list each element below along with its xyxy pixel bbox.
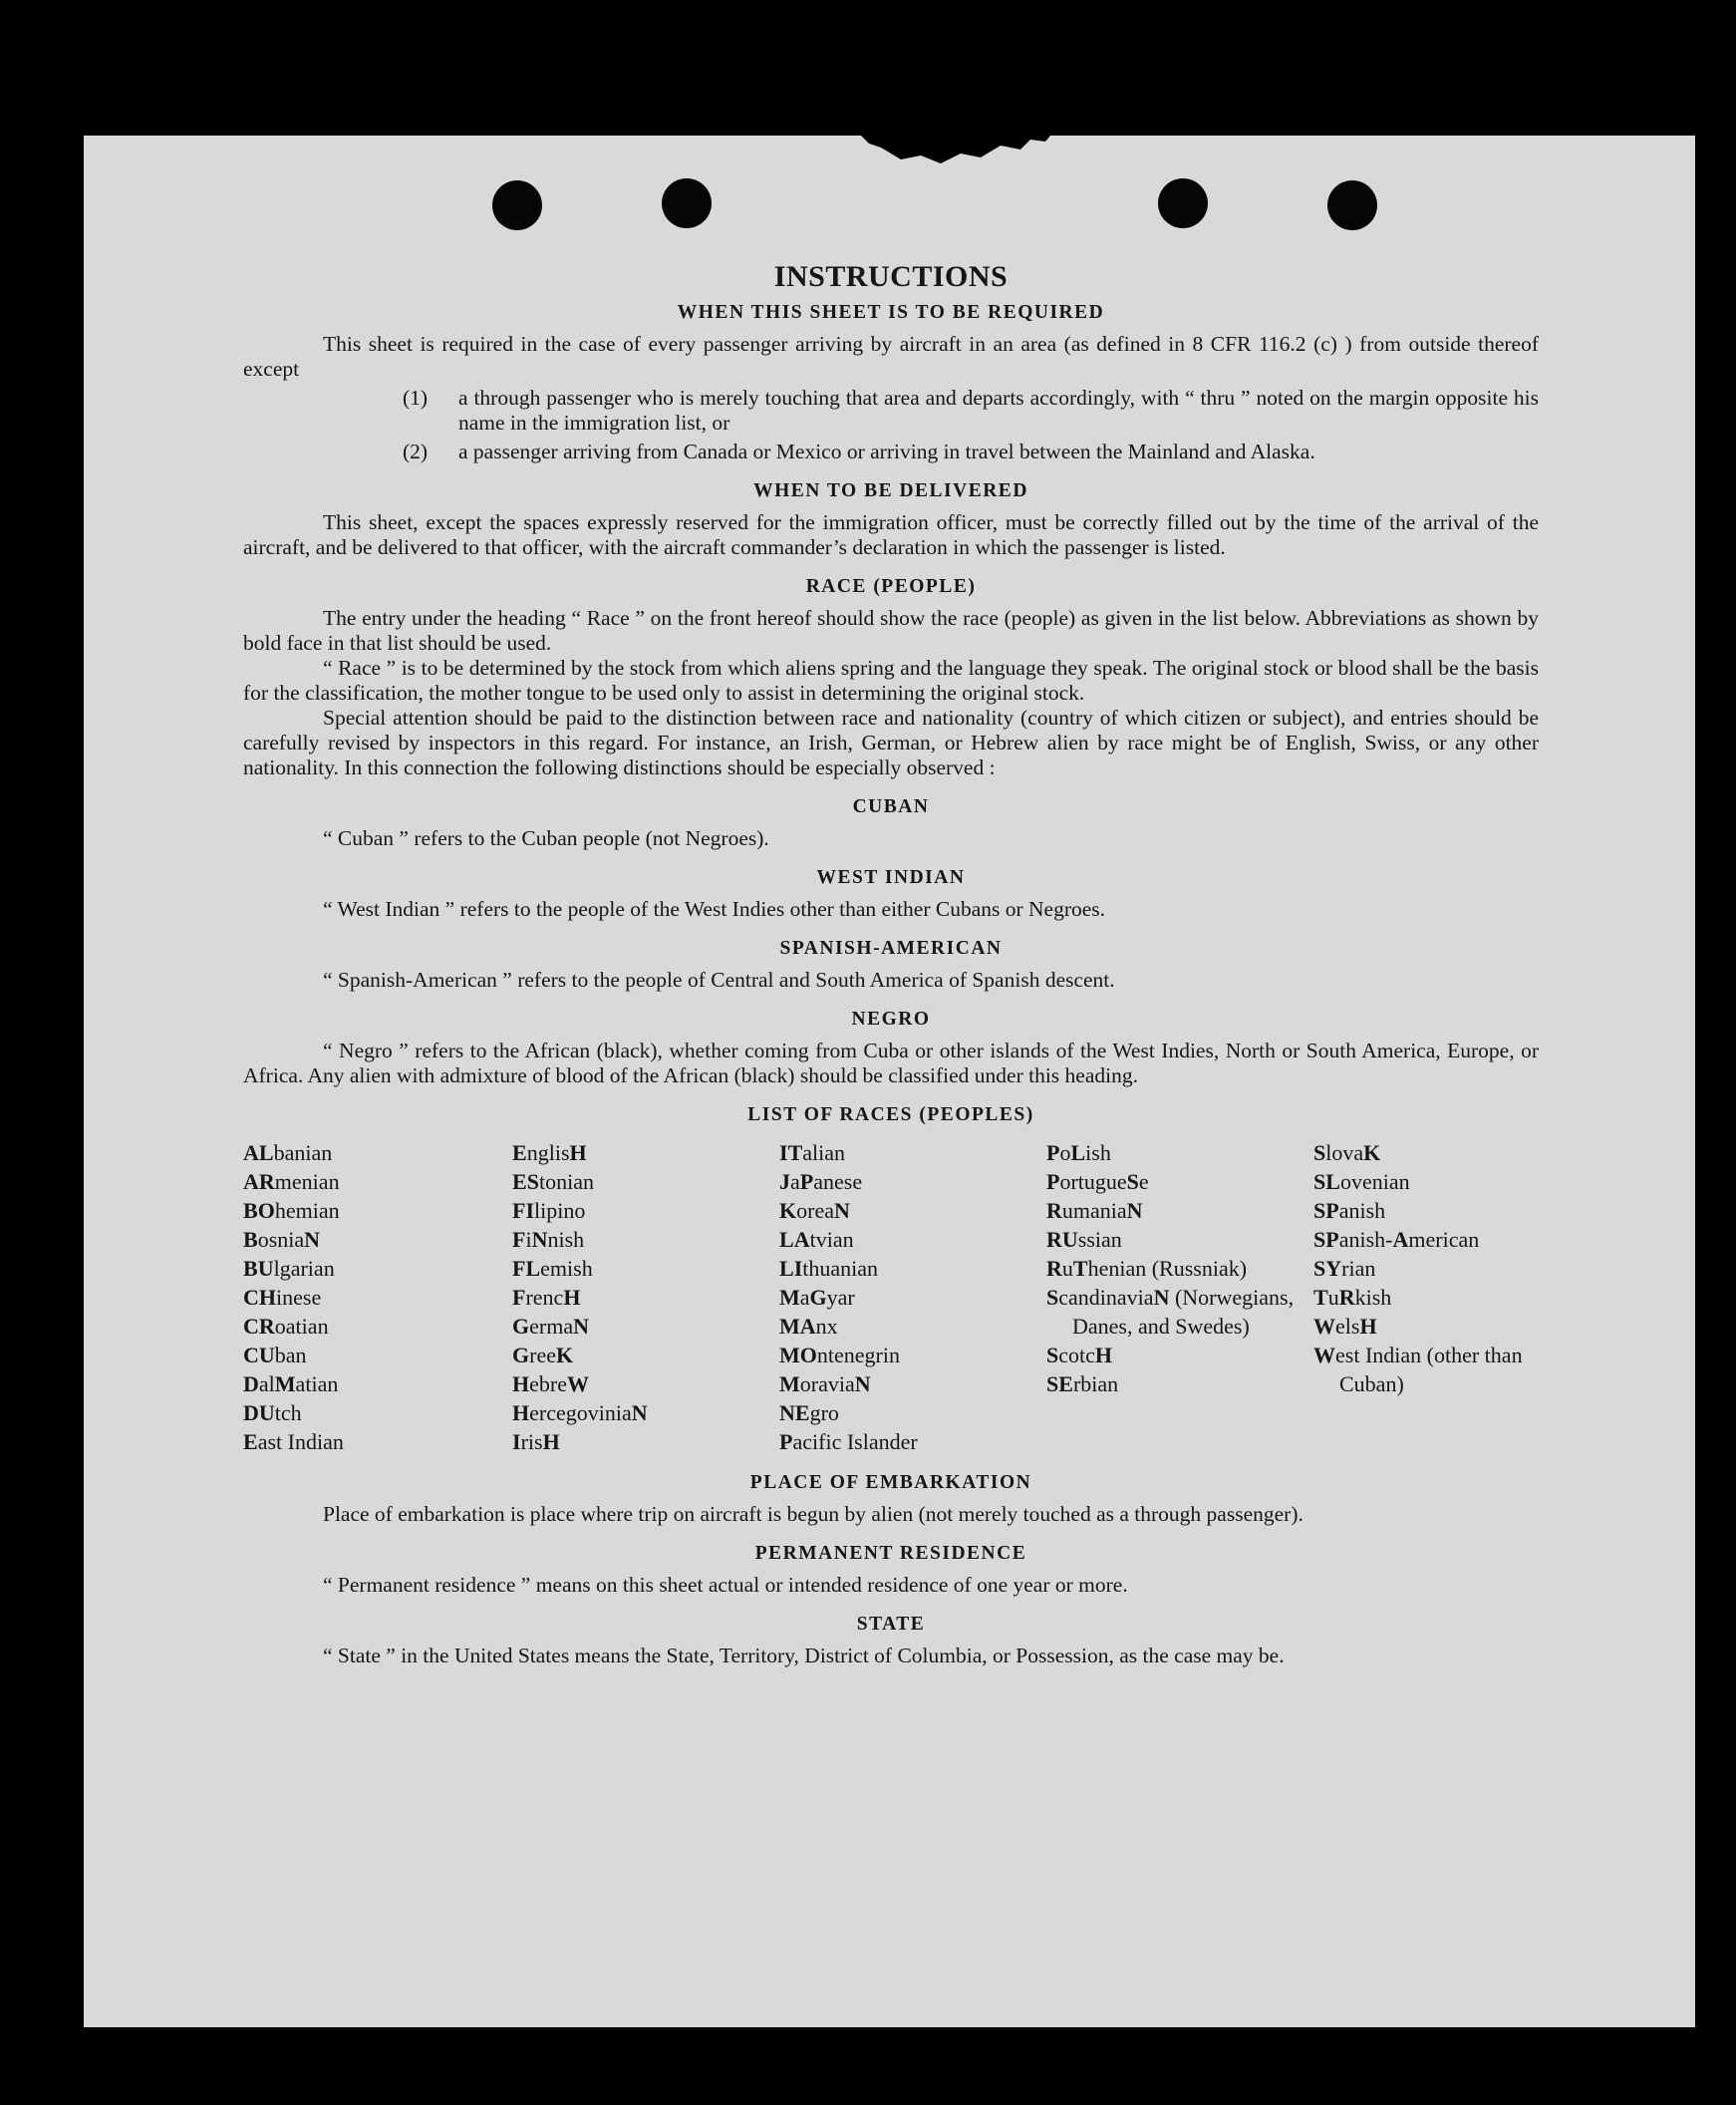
- list-item: (1) a through passenger who is merely touching that area and departs accordingly, with “ thru ” noted on the margin opposite his name in the immigration list, or: [403, 386, 1539, 435]
- race-item: MoraviaN: [779, 1371, 871, 1396]
- punch-hole: [492, 180, 542, 230]
- race-item: ScotcH: [1046, 1343, 1113, 1367]
- race-item: JaPanese: [779, 1169, 863, 1194]
- race-item: CUban: [243, 1343, 307, 1367]
- section-heading: LIST OF RACES (PEOPLES): [747, 1104, 1034, 1125]
- race-item: FIlipino: [512, 1198, 586, 1223]
- race-item: IrisH: [512, 1429, 560, 1454]
- races-column: [512, 1138, 779, 1456]
- race-item: MaGyar: [779, 1285, 855, 1310]
- paragraph: The entry under the heading “ Race ” on the front hereof should show the race (people) as given in the list below. Abbreviations as shown by bold face in that list should be used.: [243, 606, 1539, 655]
- section-heading: PLACE OF EMBARKATION: [749, 1472, 1032, 1493]
- document-sheet: [84, 136, 1695, 2027]
- races-list: [243, 1138, 1539, 1456]
- race-item: East Indian: [243, 1429, 344, 1454]
- paragraph: This sheet, except the spaces expressly reserved for the immigration officer, must be correctly filled out by the time of the arrival of the aircraft, and be delivered to that officer, with the aircraft commander’s declaration in which the passenger is listed.: [243, 510, 1539, 559]
- page-title: INSTRUCTIONS: [773, 260, 1009, 293]
- race-item: MAnx: [779, 1314, 838, 1339]
- paragraph: “ Race ” is to be determined by the stock from which aliens spring and the language they speak. The original stock or blood shall be the basis for the classification, the mother tongue to be used only to assist in determining the original stock.: [243, 656, 1539, 705]
- race-item: SPanish: [1313, 1198, 1386, 1223]
- paragraph: “ Permanent residence ” means on this sheet actual or intended residence of one year or more.: [323, 1573, 1128, 1597]
- section-heading: WEST INDIAN: [816, 867, 966, 888]
- race-item: NEgro: [779, 1400, 839, 1425]
- race-item: ITalian: [779, 1140, 846, 1165]
- race-item: GermaN: [512, 1314, 589, 1339]
- race-item: ScandinaviaN (Norwegians, Danes, and Swedes): [1046, 1285, 1295, 1339]
- section-heading: STATE: [856, 1614, 926, 1635]
- race-item: MOntenegrin: [779, 1343, 900, 1367]
- race-item: West Indian (other than Cuban): [1313, 1343, 1523, 1396]
- race-item: PortugueSe: [1046, 1169, 1149, 1194]
- paragraph: Special attention should be paid to the distinction between race and nationality (country of which citizen or subject), and entries should be carefully revised by inspectors in this regard. For instance, an Irish, German, or Hebrew alien by race might be of English, Swiss, or any other nationality. In this connection the following distinctions should be especially observed :: [243, 706, 1539, 779]
- section-heading: CUBAN: [852, 796, 930, 817]
- race-item: SErbian: [1046, 1371, 1119, 1396]
- race-item: HercegoviniaN: [512, 1400, 648, 1425]
- race-item: FrencH: [512, 1285, 581, 1310]
- race-item: GreeK: [512, 1343, 574, 1367]
- race-item: ARmenian: [243, 1169, 340, 1194]
- race-item: PoLish: [1046, 1140, 1111, 1165]
- race-item: SLovenian: [1313, 1169, 1410, 1194]
- race-item: BUlgarian: [243, 1256, 335, 1281]
- races-column: [1046, 1138, 1313, 1456]
- race-item: SPanish-American: [1313, 1227, 1480, 1252]
- race-item: WelsH: [1313, 1314, 1377, 1339]
- punch-hole: [662, 178, 712, 228]
- section-heading: SPANISH-AMERICAN: [779, 938, 1003, 959]
- race-item: HebreW: [512, 1371, 589, 1396]
- paragraph: “ Cuban ” refers to the Cuban people (not Negroes).: [323, 826, 769, 850]
- race-item: CRoatian: [243, 1314, 329, 1339]
- race-item: RUssian: [1046, 1227, 1122, 1252]
- race-item: ALbanian: [243, 1140, 333, 1165]
- section-heading: NEGRO: [851, 1009, 931, 1030]
- paragraph: Place of embarkation is place where trip on aircraft is begun by alien (not merely touched as a through passenger).: [323, 1502, 1303, 1526]
- race-item: BOhemian: [243, 1198, 340, 1223]
- paragraph: “ State ” in the United States means the State, Territory, District of Columbia, or Possession, as the case may be.: [323, 1644, 1285, 1667]
- punch-hole: [1327, 180, 1377, 230]
- punch-hole: [1158, 178, 1208, 228]
- race-item: TuRkish: [1313, 1285, 1392, 1310]
- race-item: RumaniaN: [1046, 1198, 1143, 1223]
- list-item: (2) a passenger arriving from Canada or Mexico or arriving in travel between the Mainland and Alaska.: [403, 440, 1315, 463]
- race-item: RuThenian (Russniak): [1046, 1256, 1248, 1281]
- torn-edge: [861, 136, 1050, 165]
- paragraph: “ West Indian ” refers to the people of the West Indies other than either Cubans or Negroes.: [323, 897, 1106, 921]
- race-item: DUtch: [243, 1400, 302, 1425]
- race-item: SlovaK: [1313, 1140, 1381, 1165]
- race-item: FiNnish: [512, 1227, 585, 1252]
- race-item: LIthuanian: [779, 1256, 879, 1281]
- race-item: CHinese: [243, 1285, 322, 1310]
- race-item: KoreaN: [779, 1198, 850, 1223]
- section-heading: WHEN THIS SHEET IS TO BE REQUIRED: [677, 302, 1105, 323]
- races-column: [243, 1138, 512, 1456]
- race-item: LAtvian: [779, 1227, 854, 1252]
- race-item: DalMatian: [243, 1371, 339, 1396]
- section-heading: RACE (PEOPLE): [805, 576, 977, 597]
- race-item: Pacific Islander: [779, 1429, 918, 1454]
- race-item: SYrian: [1313, 1256, 1376, 1281]
- races-column: [1313, 1138, 1539, 1456]
- race-item: FLemish: [512, 1256, 593, 1281]
- section-heading: PERMANENT RESIDENCE: [754, 1543, 1027, 1564]
- paragraph: “ Spanish-American ” refers to the people of Central and South America of Spanish descent.: [323, 968, 1115, 992]
- races-column: [779, 1138, 1046, 1456]
- race-item: EnglisH: [512, 1140, 587, 1165]
- paragraph: “ Negro ” refers to the African (black), whether coming from Cuba or other islands of the West Indies, North or South America, Europe, or Africa. Any alien with admixture of blood of the African (black) should be classified under this heading.: [243, 1039, 1539, 1087]
- section-heading: WHEN TO BE DELIVERED: [753, 480, 1028, 501]
- paragraph: This sheet is required in the case of every passenger arriving by aircraft in an area (as defined in 8 CFR 116.2 (c) ) from outside thereof except: [243, 332, 1539, 381]
- race-item: BosniaN: [243, 1227, 321, 1252]
- race-item: EStonian: [512, 1169, 594, 1194]
- instructions-content: [243, 260, 1539, 1668]
